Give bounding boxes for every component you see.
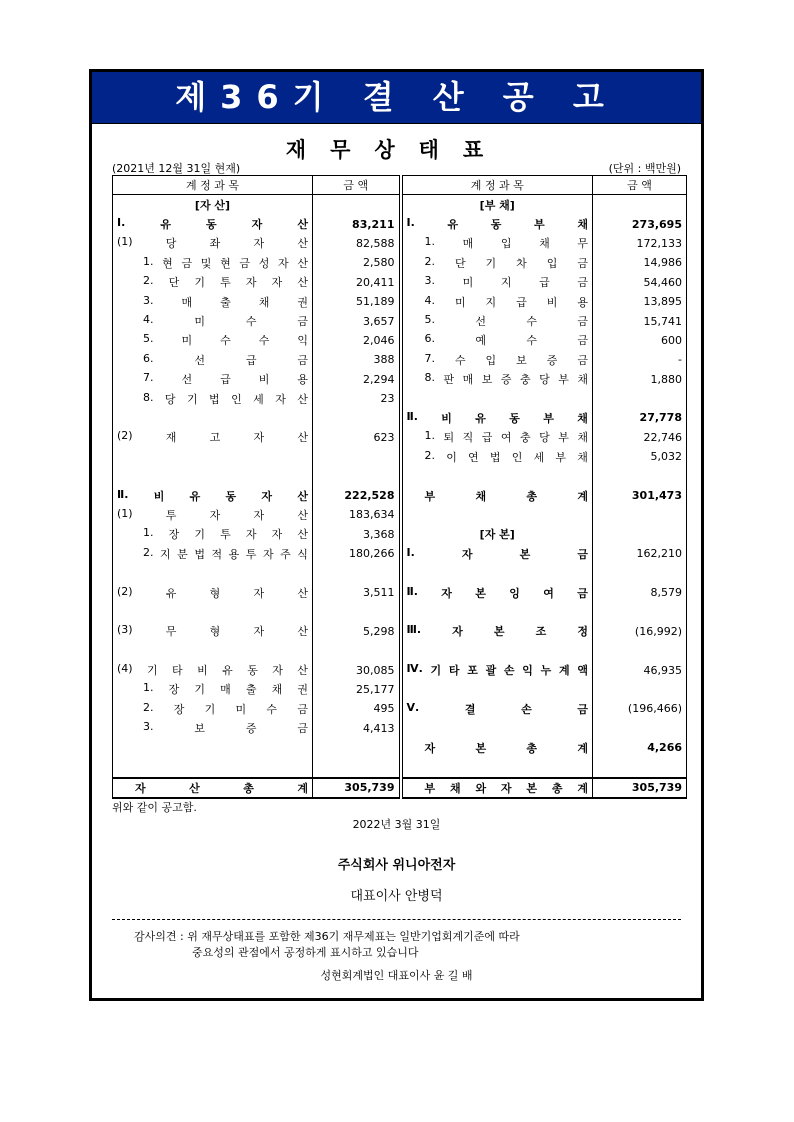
header-amount-right: 금 액 [593,176,687,195]
liability-equity-account [401,622,593,641]
table-row [113,408,687,427]
table-row [113,292,687,311]
divider [112,919,681,920]
asset-account [113,680,313,699]
unit-label: (단위 : 백만원) [608,162,681,175]
total-liabilities-equity-value: 305,739 [593,778,687,798]
liability-equity-account [401,466,593,485]
liability-equity-amount [593,525,687,544]
liability-equity-amount: 4,266 [647,741,682,755]
table-row [113,525,687,544]
asset-amount: 3,368 [313,525,401,544]
table-header-row [113,176,687,195]
liability-equity-amount: 22,746 [643,430,682,444]
liability-equity-account-spread: 1. 매 입 채 무 [424,235,588,251]
asset-account [113,738,313,757]
liability-equity-amount [593,466,687,485]
liability-equity-account [401,660,593,679]
notice-frame [89,69,704,1001]
asset-amount: 83,211 [313,214,401,233]
liability-equity-account [401,292,593,311]
asset-amount [313,408,401,427]
liability-equity-account [401,680,593,699]
liability-equity-amount: 13,895 [643,295,682,309]
liability-equity-account [401,563,593,582]
liability-equity-account-spread: Ⅳ. 기 타 포 괄 손 익 누 계 액 [406,662,588,678]
liability-equity-account [401,253,593,272]
liability-equity-account-spread: Ⅰ. 자 본 금 [406,545,588,561]
asset-account-spread: 2. 장 기 미 수 금 [143,700,308,716]
liability-equity-account: [자 본] [401,525,593,544]
liability-equity-account-spread: 4. 미 지 급 비 용 [424,293,588,309]
liability-equity-account [401,719,593,738]
liability-equity-account-spread: 1. 퇴 직 급 여 충 당 부 채 [424,429,588,445]
asset-amount: 23 [313,389,401,408]
liability-equity-amount [593,195,687,215]
total-assets-label [113,778,313,798]
asset-account-spread: 2. 단 기 투 자 자 산 [143,274,308,290]
liability-equity-amount: 301,473 [631,489,682,503]
notice-statement: 위와 같이 공고함. [112,801,197,814]
asset-amount: 495 [313,699,401,718]
total-liabilities-equity-label [401,778,593,798]
asset-account-spread: 5. 미 수 수 익 [143,332,308,348]
asset-amount [313,738,401,757]
table-row [113,602,687,621]
asset-account-spread: 4. 미 수 금 [143,313,308,329]
liability-equity-amount: 15,741 [643,314,682,328]
header-account-right: 계 정 과 목 [401,176,593,195]
asset-amount [313,602,401,621]
table-row [113,466,687,485]
liability-equity-amount: 172,133 [636,236,682,250]
asset-account-spread: (2) 유 형 자 산 [117,584,308,600]
table-row [113,699,687,718]
liability-equity-account-spread: Ⅲ. 자 본 조 정 [406,623,588,639]
table-row [113,389,687,408]
liability-equity-amount: 14,986 [643,256,682,270]
liability-equity-account [401,738,593,757]
table-row [113,350,687,369]
liability-equity-account-spread: Ⅱ. 비 유 동 부 채 [406,409,588,425]
asset-account [113,525,313,544]
asset-amount: 25,177 [313,680,401,699]
liability-equity-account [401,214,593,233]
asset-amount [313,563,401,582]
liability-equity-account-spread: 2. 단 기 차 입 금 [424,254,588,270]
table-row [113,311,687,330]
asset-account [113,447,313,466]
asset-account [113,602,313,621]
asset-amount: 30,085 [313,660,401,679]
liability-equity-account [401,428,593,447]
liability-equity-account [401,641,593,660]
liability-equity-account [401,602,593,621]
asset-amount: 2,046 [313,331,401,350]
liability-equity-amount: 5,032 [650,450,682,464]
asset-account-spread: 1. 장 기 투 자 자 산 [143,526,308,542]
asset-amount [313,195,401,215]
asset-account [113,719,313,738]
total-assets-value: 305,739 [313,778,401,798]
asset-account [113,583,313,602]
liability-equity-account [401,408,593,427]
liability-equity-account-spread: 6. 예 수 금 [424,332,588,348]
liability-equity-amount [593,641,687,660]
company-name: 주식회사 위니아전자 [337,858,456,873]
liability-equity-account [401,486,593,505]
asset-account [113,544,313,563]
liability-equity-account-spread: 자 본 총 계 [424,741,588,755]
table-row [113,253,687,272]
audit-opinion-line2: 중요성의 관점에서 공정하게 표시하고 있습니다 [192,946,419,959]
asset-account-spread: 3. 보 증 금 [143,720,308,736]
liability-equity-amount [593,757,687,777]
liability-equity-account-spread: 2. 이 연 법 인 세 부 채 [424,448,588,464]
asset-account [113,505,313,524]
header-amount-left: 금 액 [313,176,401,195]
table-row [113,447,687,466]
asset-amount: 4,413 [313,719,401,738]
liability-equity-amount: 54,460 [643,275,682,289]
liability-equity-account [401,389,593,408]
asset-account [113,214,313,233]
liability-equity-amount: 273,695 [631,217,682,231]
asset-amount: 222,528 [313,486,401,505]
asset-account [113,466,313,485]
table-row [113,738,687,757]
asset-account [113,408,313,427]
liability-equity-amount [593,563,687,582]
liability-equity-amount: - [678,353,682,367]
asset-account [113,234,313,253]
total-row [113,778,687,798]
auditor-name: 성현회계법인 대표이사 윤 길 배 [320,969,473,982]
liability-equity-account [401,699,593,718]
asset-amount [313,466,401,485]
total-liabilities-equity-label-spread: 부 채 와 자 본 총 계 [424,781,588,795]
table-row [113,428,687,447]
liability-equity-account-spread: 5. 선 수 금 [424,313,588,329]
asset-amount [313,641,401,660]
asset-account [113,311,313,330]
asset-account [113,331,313,350]
asset-account [113,428,313,447]
table-row [113,486,687,505]
liability-equity-amount: 46,935 [643,663,682,677]
liability-equity-account-spread: 7. 수 입 보 증 금 [424,351,588,367]
liability-equity-account-spread: Ⅴ. 결 손 금 [406,700,588,716]
liability-equity-amount [593,505,687,524]
asset-account-spread: 8. 당 기 법 인 세 자 산 [143,390,308,406]
notice-date: 2022년 3월 31일 [352,818,441,831]
asset-account [113,563,313,582]
liability-equity-amount: 8,579 [650,586,682,599]
liability-equity-amount: (196,466) [627,702,682,716]
liability-equity-amount: 27,778 [639,411,682,425]
as-of-date: (2021년 12월 31일 현재) [112,162,241,175]
asset-account-spread: (3) 무 형 자 산 [117,623,308,639]
liability-equity-account [401,311,593,330]
asset-amount: 2,294 [313,370,401,389]
liability-equity-account [401,370,593,389]
asset-amount [313,757,401,777]
liability-equity-amount: 162,210 [636,547,682,561]
asset-account-spread: 1. 장 기 매 출 채 권 [143,681,308,697]
table-row [113,331,687,350]
asset-account-spread: (4) 기 타 비 유 동 자 산 [117,662,308,678]
asset-account [113,622,313,641]
asset-account-spread: 1. 현 금 및 현 금 성 자 산 [143,254,308,270]
liability-equity-amount: 600 [661,333,682,347]
notice-banner: 제36기 결 산 공 고 [92,72,701,124]
audit-opinion-line1: 감사의견 : 위 재무상태표를 포함한 제36기 재무제표는 일반기업회계기준에 따라 [134,930,520,943]
liability-equity-amount: (16,992) [634,624,682,638]
asset-amount: 388 [313,350,401,369]
liability-equity-account [401,234,593,253]
asset-account-spread: 2. 지 분 법 적 용 투 자 주 식 [143,545,308,561]
asset-account-spread: (1) 당 좌 자 산 [117,235,308,251]
liability-equity-account-spread: 부 채 총 계 [424,489,588,503]
asset-account [113,641,313,660]
table-row [113,719,687,738]
liability-equity-amount [593,389,687,408]
asset-account-spread: (1) 투 자 자 산 [117,506,308,522]
table-row [113,234,687,253]
header-account-left: 계 정 과 목 [113,176,313,195]
asset-account-spread: 3. 매 출 채 권 [143,293,308,309]
asset-account [113,292,313,311]
asset-amount: 20,411 [313,273,401,292]
asset-amount: 623 [313,428,401,447]
liability-equity-account-spread: 3. 미 지 급 금 [424,274,588,290]
table-row [113,680,687,699]
table-row [113,641,687,660]
asset-amount: 51,189 [313,292,401,311]
liability-equity-account-spread: Ⅰ. 유 동 부 채 [406,216,588,232]
liability-equity-account [401,505,593,524]
asset-account [113,253,313,272]
asset-account-spread: Ⅰ. 유 동 자 산 [117,216,308,232]
liability-equity-account [401,757,593,777]
asset-account [113,370,313,389]
table-row [113,195,687,215]
asset-account-spread: Ⅱ. 비 유 동 자 산 [117,487,308,503]
asset-amount: 2,580 [313,253,401,272]
asset-account [113,389,313,408]
table-row [113,505,687,524]
table-row [113,583,687,602]
table-row [113,544,687,563]
table-row [113,660,687,679]
asset-account-spread: (2) 재 고 자 산 [117,429,308,445]
liability-equity-account-spread: 8. 판 매 보 증 충 당 부 채 [424,371,588,387]
asset-account [113,757,313,777]
liability-equity-account-spread: Ⅱ. 자 본 잉 여 금 [406,584,588,600]
asset-amount: 82,588 [313,234,401,253]
liability-equity-account [401,447,593,466]
table-row [113,214,687,233]
liability-equity-amount [593,602,687,621]
table-row [113,370,687,389]
asset-amount: 180,266 [313,544,401,563]
liability-equity-account [401,544,593,563]
asset-account-spread: 6. 선 급 금 [143,351,308,367]
asset-amount: 5,298 [313,622,401,641]
asset-account: [자 산] [113,195,313,215]
asset-account-spread: 7. 선 급 비 용 [143,371,308,387]
asset-account [113,486,313,505]
liability-equity-account: [부 채] [401,195,593,215]
liability-equity-amount [593,719,687,738]
asset-account [113,273,313,292]
asset-account [113,699,313,718]
ceo-name: 대표이사 안병덕 [350,889,443,904]
table-row [113,273,687,292]
liability-equity-account [401,331,593,350]
table-row [113,563,687,582]
liability-equity-amount: 1,880 [650,372,682,386]
balance-sheet-table [112,175,687,799]
asset-amount [313,447,401,466]
liability-equity-account [401,350,593,369]
asset-account [113,350,313,369]
asset-amount: 3,511 [313,583,401,602]
table-row [113,622,687,641]
liability-equity-account [401,583,593,602]
liability-equity-account [401,273,593,292]
asset-account [113,660,313,679]
total-assets-label-spread: 자 산 총 계 [135,781,308,795]
table-row [113,757,687,777]
liability-equity-amount [593,680,687,699]
asset-amount: 183,634 [313,505,401,524]
statement-title: 재무상태표 [285,138,508,162]
asset-amount: 3,657 [313,311,401,330]
